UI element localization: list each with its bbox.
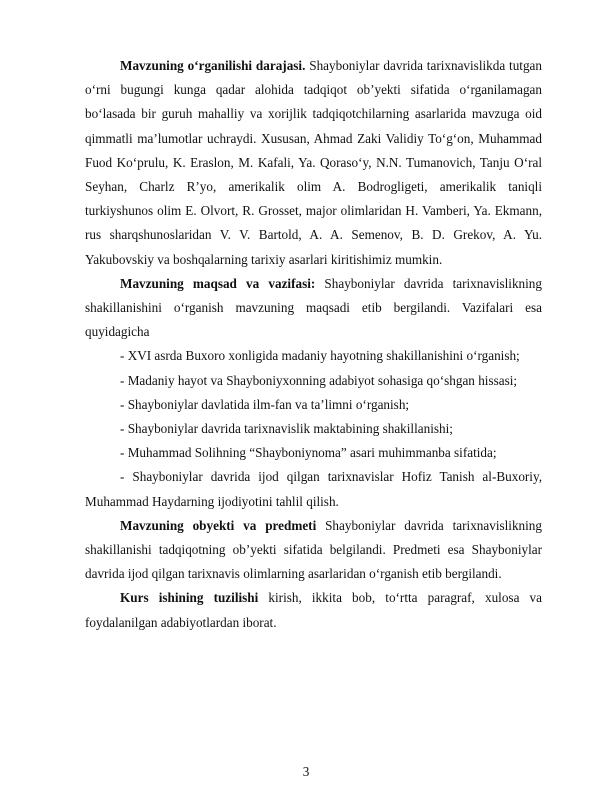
paragraph-study-level xyxy=(85,54,542,272)
text-goals-tasks: Shayboniylar davrida tarixnavislikning shakillanishini o‘rganish mavzuning maqsadi etib bergilandi. Vazifalari esa quyidagicha xyxy=(85,275,542,340)
task-item: - Muhammad Solihning “Shayboniynoma” asari muhimmanba sifatida; xyxy=(120,445,497,461)
task-item: - Shayboniylar davlatida ilm-fan va ta’limni o‘rganish; xyxy=(120,396,410,412)
page-number: 3 xyxy=(302,764,310,779)
heading-structure: Kurs ishining tuzilishi xyxy=(120,590,259,606)
heading-study-level: Mavzuning o‘rganilishi darajasi. xyxy=(120,58,306,73)
text-structure: kirish, ikkita bob, to‘rtta paragraf, xulosa va foydalanilgan adabiyotlardan iborat. xyxy=(85,590,543,630)
task-item: - Shayboniylar davrida tarixnavislik maktabining shakillanishi; xyxy=(120,421,453,437)
text-study-level: Shayboniylar davrida tarixnavislikda tutgan o‘rni bugungi kunga qadar alohida tadqiqot ob’yekti sifatida o‘rganilamagan bo‘lasada bir guruh mahalliy va xorijlik tadqiqotchilarning asarlarida mavzuga oid qimmatli ma’lumotlar uchraydi. Xususan, Ahmad Zaki Validiy To‘g‘on, Muhammad Fuod Ko‘prulu, K. Eraslon, M. Kafali, Ya. Qoraso‘y, N.N. Tumanovich, Tanju O‘ral Seyhan, Charlz R’yo, amerikalik olim A. Bodrogligeti, amerikalik taniqli turkiyshunos olim E. Olvort, R. Grosset, major olimlaridan H. Vamberi, Ya. Ekmann, rus sharqshunoslaridan V. V. Bartold, A. A. Semenov, B. D. Grekov, A. Yu. Yakubovskiy va boshqalarning tarixiy asarlari kiritishimiz mumkin. xyxy=(85,58,542,267)
paragraph-goals-tasks xyxy=(85,272,542,345)
heading-goals-tasks: Mavzuning maqsad va vazifasi: xyxy=(120,275,316,291)
heading-object-subject: Mavzuning obyekti va predmeti xyxy=(120,517,317,533)
task-item: - Madaniy hayot va Shayboniyxonning adabiyot sohasiga qo‘shgan hissasi; xyxy=(120,372,518,388)
paragraph-object-subject xyxy=(85,514,542,587)
paragraph-structure xyxy=(85,586,542,634)
page-content xyxy=(85,54,542,635)
task-item: - XVI asrda Buxoro xonligida madaniy hayotning shakillanishini o‘rganish; xyxy=(120,348,520,364)
text-object-subject: Shayboniylar davrida tarixnavislikning shakillanishi tadqiqotning ob’yekti sifatida belgilandi. Predmeti esa Shayboniylar davrida ijod qilgan tarixnavis olimlarning asarlaridan o‘rganish etib bergilandi. xyxy=(85,517,542,582)
task-item: - Shayboniylar davrida ijod qilgan tarixnavislar Hofiz Tanish al-Buxoriy, Muhammad Haydarning ijodiyotini tahlil qilish. xyxy=(85,469,542,509)
